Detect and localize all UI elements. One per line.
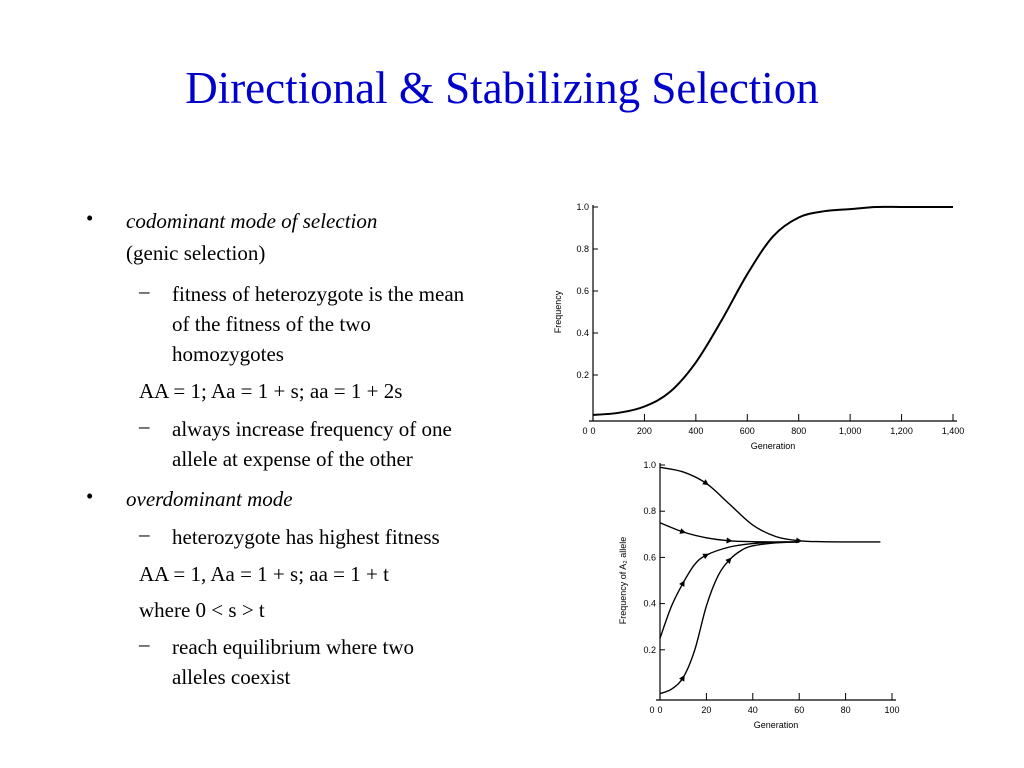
bullet-codominant-title: codominant mode of selection (126, 209, 378, 233)
bullet-codominant (126, 206, 377, 236)
arrowhead (702, 479, 709, 485)
x-tick-label: 1,200 (890, 426, 913, 436)
bullet-codominant-sub: (genic selection) (126, 241, 266, 265)
x-tick-label: 60 (794, 705, 805, 715)
series-line-start-0-01 (660, 542, 799, 694)
series-line-a-allele-frequency (593, 207, 953, 415)
y-tick-label: 1.0 (576, 202, 589, 212)
sub-bullet-text: homozygotes (172, 342, 284, 366)
bullet-marker: • (86, 206, 94, 230)
x-tick-label: 20 (701, 705, 712, 715)
bullet-overdominant-title: overdominant mode (126, 487, 293, 511)
y-tick-label: 0.2 (576, 370, 589, 380)
sub-bullet-text: of the fitness of the two (172, 312, 371, 336)
y-tick-label: 1.0 (643, 460, 656, 470)
x-tick-label: 800 (791, 426, 807, 436)
x-axis-title: Generation (753, 720, 799, 730)
origin-label: 0 (649, 705, 655, 715)
y-tick-label: 0.6 (576, 286, 589, 296)
y-tick-label: 0.6 (643, 552, 656, 563)
arrowhead (726, 538, 732, 544)
x-tick-label: 600 (739, 426, 755, 436)
arrowhead (679, 528, 686, 534)
x-tick-label: 400 (688, 426, 704, 436)
dash-marker: – (139, 522, 150, 546)
stabilizing-selection-chart (612, 452, 912, 732)
y-tick-label: 0.8 (576, 244, 589, 254)
y-tick-label: 0.4 (576, 328, 589, 338)
x-tick-label: 100 (884, 705, 900, 715)
y-axis-title: Frequency (553, 290, 563, 334)
dash-marker: – (139, 414, 150, 438)
y-tick-label: 0.2 (643, 644, 656, 655)
y-axis-title: Frequency of A₂ allele (618, 536, 628, 625)
x-tick-label: 0 (657, 705, 663, 715)
y-tick-label: 0.4 (643, 598, 656, 609)
x-tick-label: 1,000 (838, 426, 862, 436)
sub-bullet-text: reach equilibrium where two (172, 635, 414, 659)
directional-selection-chart (545, 195, 975, 455)
equation-condition: where 0 < s > t (139, 598, 265, 622)
series-line-start-0-25 (660, 542, 799, 638)
origin-label: 0 (582, 426, 588, 436)
sub-bullet-text: allele at expense of the other (172, 447, 413, 471)
x-tick-label: 0 (590, 426, 596, 436)
bullet-marker: • (86, 484, 94, 508)
x-tick-label: 1,400 (941, 426, 965, 436)
sub-bullet-text: heterozygote has highest fitness (172, 525, 440, 549)
dash-marker: – (139, 279, 150, 303)
x-tick-label: 80 (840, 705, 851, 715)
x-tick-label: 200 (636, 426, 652, 436)
y-tick-label: 0.8 (643, 506, 656, 517)
slide-title: Directional & Stabilizing Selection (185, 63, 819, 113)
sub-bullet-text: alleles coexist (172, 665, 291, 689)
x-tick-label: 40 (747, 705, 758, 715)
dash-marker: – (139, 632, 150, 656)
bullet-overdominant (126, 484, 293, 514)
equation-overdominant: AA = 1, Aa = 1 + s; aa = 1 + t (139, 562, 389, 586)
sub-bullet-text: always increase frequency of one (172, 417, 452, 441)
x-axis-title: Generation (750, 441, 796, 451)
series-line-start-0-99 (660, 467, 880, 542)
equation-codominant: AA = 1; Aa = 1 + s; aa = 1 + 2s (139, 379, 403, 403)
sub-bullet-text: fitness of heterozygote is the mean (172, 282, 465, 306)
